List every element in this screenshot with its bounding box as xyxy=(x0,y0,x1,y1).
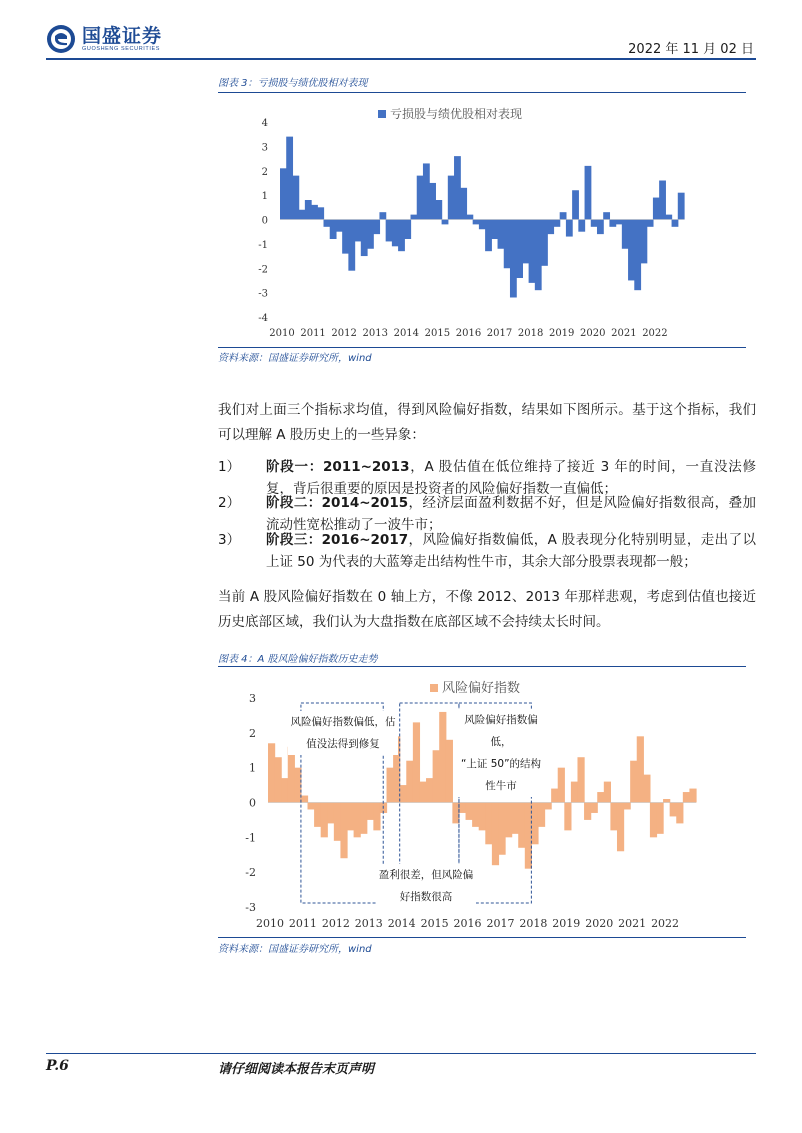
area-bar xyxy=(516,220,523,279)
area-bar xyxy=(683,792,690,802)
area-bar xyxy=(585,166,592,220)
list-text: ，风险偏好指数偏低，A 股表现分化特别明显，走出了以上证 50 为代表的大蓝筹走出结构性牛市，其余大部分股票表现都一般； xyxy=(266,532,756,570)
x-tick-label: 2022 xyxy=(651,917,680,930)
area-bar xyxy=(624,803,631,810)
area-bar xyxy=(551,789,558,803)
area-bar xyxy=(560,212,567,219)
area-bar xyxy=(423,163,430,219)
paragraph-conclusion: 当前 A 股风险偏好指数在 0 轴上方，不像 2012、2013 年那样悲观，考虑到估值也接近历史底部区域，我们认为大盘指数在底部区域不会持续太长时间。 xyxy=(218,589,756,630)
annotation-line: 好指数很高 xyxy=(399,891,453,903)
area-bar xyxy=(433,750,440,802)
area-bar xyxy=(299,210,306,220)
list-label: 阶段一：2011~2013 xyxy=(266,459,410,475)
x-tick-label: 2021 xyxy=(611,328,637,339)
area-bar xyxy=(406,761,413,803)
area-bar xyxy=(336,220,343,232)
paragraph-intro: 我们对上面三个指标求均值，得到风险偏好指数，结果如下图所示。基于这个指标，我们可以理解 A 股历史上的一些异象： xyxy=(218,402,756,443)
figure3-source: 资料来源：国盛证券研究所，wind xyxy=(218,353,372,364)
footer-rule xyxy=(46,1053,756,1054)
area-bar xyxy=(327,803,334,824)
area-bar xyxy=(498,803,505,855)
area-bar xyxy=(361,220,368,257)
figure4-source: 资料来源：国盛证券研究所，wind xyxy=(218,944,372,955)
area-bar xyxy=(301,796,308,803)
area-bar xyxy=(656,803,663,834)
annotation-line: 盈利很差，但风险偏 xyxy=(378,869,474,881)
area-bar xyxy=(564,803,571,831)
area-bar xyxy=(460,188,467,220)
x-tick-label: 2014 xyxy=(393,328,420,339)
list-text: ，A 股估值在低位维持了接近 3 年的时间，一直没法修复，背后很重要的原因是投资者的风险偏好指数一直偏低； xyxy=(266,459,756,497)
area-bar xyxy=(288,747,295,803)
annotation-line: 风险偏好指数偏低， xyxy=(464,714,538,748)
area-bar xyxy=(670,803,677,817)
x-tick-label: 2022 xyxy=(642,328,668,339)
x-tick-label: 2013 xyxy=(354,917,383,930)
list-number: 3） xyxy=(218,532,241,548)
area-bar xyxy=(597,792,604,802)
annotation-stage3 xyxy=(454,709,548,797)
area-bar xyxy=(653,198,660,220)
area-bar xyxy=(275,757,282,802)
y-tick-label: 0 xyxy=(249,796,256,810)
annotation-stage1 xyxy=(288,711,398,755)
figure4-title: 图表 4：A 股风险偏好指数历史走势 xyxy=(218,654,378,665)
area-bar xyxy=(640,220,647,264)
area-bar xyxy=(308,803,315,810)
area-bar xyxy=(616,220,623,225)
area-bar xyxy=(473,220,480,225)
x-tick-label: 2018 xyxy=(517,328,544,339)
y-tick-label: -3 xyxy=(258,288,268,300)
y-tick-label: 0 xyxy=(261,215,268,227)
area-bar xyxy=(505,803,512,838)
area-bar xyxy=(268,743,275,802)
area-bar xyxy=(676,803,683,824)
area-bar xyxy=(373,803,380,831)
area-bar xyxy=(485,803,492,845)
area-bar xyxy=(492,803,499,866)
area-bar xyxy=(435,200,442,220)
area-bar xyxy=(340,803,347,859)
area-bar xyxy=(379,212,386,219)
area-bar xyxy=(386,220,393,242)
list-number: 2） xyxy=(218,495,241,511)
annotation-line: 风险偏好指数偏低，估 xyxy=(290,716,396,728)
list-text: ，经济层面盈利数据不好，但是风险偏好指数很高，叠加流动性宽松推动了一波牛市； xyxy=(266,495,756,533)
x-tick-label: 2010 xyxy=(269,328,295,339)
y-tick-label: -2 xyxy=(245,866,256,880)
area-bar xyxy=(650,803,657,838)
area-bar xyxy=(522,220,529,264)
area-bar xyxy=(591,220,598,227)
list-label: 阶段二：2014~2015 xyxy=(266,495,409,511)
area-bar xyxy=(647,220,654,227)
area-bar xyxy=(281,778,288,802)
area-bar xyxy=(305,200,312,220)
figure3-chart xyxy=(218,96,746,346)
area-bar xyxy=(617,803,624,852)
area-bar xyxy=(538,803,545,827)
y-tick-label: -1 xyxy=(258,239,268,251)
area-bar xyxy=(292,176,299,220)
area-bar xyxy=(529,220,536,283)
area-bar xyxy=(584,803,591,820)
y-tick-label: 2 xyxy=(261,166,268,178)
area-bar xyxy=(321,803,328,838)
header-rule xyxy=(46,58,756,60)
y-tick-label: -4 xyxy=(258,313,268,324)
area-bar xyxy=(280,168,287,219)
area-bar xyxy=(472,803,479,827)
area-bar xyxy=(479,803,486,831)
x-tick-label: 2021 xyxy=(618,917,647,930)
x-tick-label: 2018 xyxy=(519,917,548,930)
y-tick-label: 4 xyxy=(261,118,268,129)
area-bar xyxy=(419,782,426,803)
area-bar xyxy=(404,220,411,240)
legend-swatch xyxy=(378,110,386,118)
area-bar xyxy=(324,220,331,227)
annotation-stage2 xyxy=(376,864,476,908)
area-bar xyxy=(466,215,473,220)
x-tick-label: 2016 xyxy=(453,917,482,930)
x-tick-label: 2015 xyxy=(420,917,449,930)
x-tick-label: 2013 xyxy=(362,328,388,339)
x-tick-label: 2012 xyxy=(321,917,350,930)
area-bar xyxy=(446,740,453,803)
x-tick-label: 2014 xyxy=(387,917,416,930)
x-tick-label: 2015 xyxy=(424,328,451,339)
x-tick-label: 2010 xyxy=(256,917,284,930)
area-bar xyxy=(678,193,685,220)
y-tick-label: 1 xyxy=(249,761,256,775)
area-bar xyxy=(413,722,420,802)
x-tick-label: 2017 xyxy=(486,917,515,930)
report-date: 2022 年 11 月 02 日 xyxy=(628,42,754,57)
figure3-top-rule xyxy=(218,92,746,93)
area-bar xyxy=(637,736,644,802)
area-bar xyxy=(665,215,672,220)
x-tick-label: 2017 xyxy=(486,328,513,339)
area-bar xyxy=(442,220,449,225)
x-tick-label: 2016 xyxy=(455,328,482,339)
area-bar xyxy=(367,220,374,249)
y-tick-label: -1 xyxy=(245,831,256,845)
figure3-bottom-rule xyxy=(218,347,746,348)
area-bar xyxy=(426,778,433,802)
area-bar xyxy=(610,803,617,831)
y-tick-label: 3 xyxy=(261,142,268,154)
area-bar xyxy=(459,803,466,813)
area-bar xyxy=(429,183,436,220)
area-bar xyxy=(392,220,399,247)
figure4-top-rule xyxy=(218,666,746,667)
area-bar xyxy=(498,220,505,249)
y-tick-label: -2 xyxy=(258,264,268,276)
area-bar xyxy=(558,768,565,803)
area-bar xyxy=(387,768,394,803)
area-bar xyxy=(531,803,538,845)
area-bar xyxy=(659,181,666,220)
figure4-bottom-rule xyxy=(218,937,746,938)
area-bar xyxy=(643,775,650,803)
page-number: P.6 xyxy=(46,1058,69,1074)
company-name-en: GUOSHENG SECURITIES xyxy=(82,46,161,52)
list-label: 阶段三：2016~2017 xyxy=(266,532,409,548)
area-bar xyxy=(577,757,584,802)
area-bar xyxy=(689,789,696,803)
area-bar xyxy=(566,220,573,237)
legend-label: 风险偏好指数 xyxy=(442,681,521,696)
area-bar xyxy=(622,220,629,249)
area-bar xyxy=(348,220,355,271)
area-bar xyxy=(504,220,511,269)
legend-swatch xyxy=(430,684,438,692)
company-name-cn: 国盛证券 xyxy=(82,25,163,47)
area-bar xyxy=(630,761,637,803)
list-number: 1） xyxy=(218,459,241,475)
area-bar xyxy=(491,220,498,240)
area-bar xyxy=(286,137,293,220)
y-tick-label: 1 xyxy=(261,191,268,203)
x-tick-label: 2020 xyxy=(580,328,606,339)
area-bar xyxy=(317,207,324,219)
area-bar xyxy=(512,803,519,834)
area-bar xyxy=(663,799,670,802)
figure4-chart-area xyxy=(218,670,746,934)
area-bar xyxy=(367,803,374,820)
x-tick-label: 2012 xyxy=(331,328,357,339)
area-bar xyxy=(597,220,604,235)
area-bar xyxy=(628,220,635,281)
area-bar xyxy=(354,803,361,838)
area-bar xyxy=(578,220,585,232)
disclaimer-note: 请仔细阅读本报告末页声明 xyxy=(218,1062,375,1077)
area-bar xyxy=(342,220,349,254)
x-tick-label: 2020 xyxy=(585,917,614,930)
figure3-title: 图表 3：亏损股与绩优股相对表现 xyxy=(218,78,368,89)
area-bar xyxy=(448,176,455,220)
area-bar xyxy=(454,156,461,219)
area-bar xyxy=(347,803,354,831)
area-bar xyxy=(547,220,554,235)
y-tick-label: 2 xyxy=(249,726,256,740)
area-bar xyxy=(672,220,679,227)
area-bar xyxy=(311,205,318,220)
annotation-line: “上证 50”的结构 xyxy=(460,758,542,770)
area-bar xyxy=(545,803,552,810)
x-tick-label: 2019 xyxy=(552,917,581,930)
company-logo xyxy=(46,24,162,54)
list-item xyxy=(218,529,756,573)
area-bar xyxy=(485,220,492,252)
x-tick-label: 2019 xyxy=(548,328,575,339)
area-bar xyxy=(518,803,525,848)
area-bar xyxy=(330,220,337,240)
area-bar xyxy=(439,712,446,803)
annotation-line: 值没法得到修复 xyxy=(306,738,380,750)
area-bar xyxy=(572,190,579,219)
area-bar xyxy=(355,220,362,242)
x-tick-label: 2011 xyxy=(288,917,317,930)
area-bar xyxy=(591,803,598,813)
area-bar xyxy=(373,220,380,235)
area-bar xyxy=(398,220,405,252)
legend-label: 亏损股与绩优股相对表现 xyxy=(390,107,523,121)
x-tick-label: 2011 xyxy=(300,328,326,339)
annotation-line: 性牛市 xyxy=(485,780,517,792)
area-bar xyxy=(535,220,542,291)
area-bar xyxy=(553,220,560,227)
area-bar xyxy=(510,220,517,298)
area-bar xyxy=(411,215,418,220)
area-bar xyxy=(360,803,367,834)
y-tick-label: -3 xyxy=(245,901,256,914)
area-bar xyxy=(541,220,548,266)
area-bar xyxy=(571,782,578,803)
guosheng-logo-icon xyxy=(46,24,76,54)
area-bar xyxy=(634,220,641,291)
area-bar xyxy=(314,803,321,827)
area-bar xyxy=(609,220,616,227)
y-tick-label: 3 xyxy=(249,692,256,705)
area-bar xyxy=(466,803,473,820)
area-bar xyxy=(417,176,424,220)
area-bar xyxy=(479,220,486,230)
area-bar xyxy=(604,782,611,803)
area-bar xyxy=(603,212,610,219)
area-bar xyxy=(400,785,407,802)
area-bar xyxy=(334,803,341,841)
